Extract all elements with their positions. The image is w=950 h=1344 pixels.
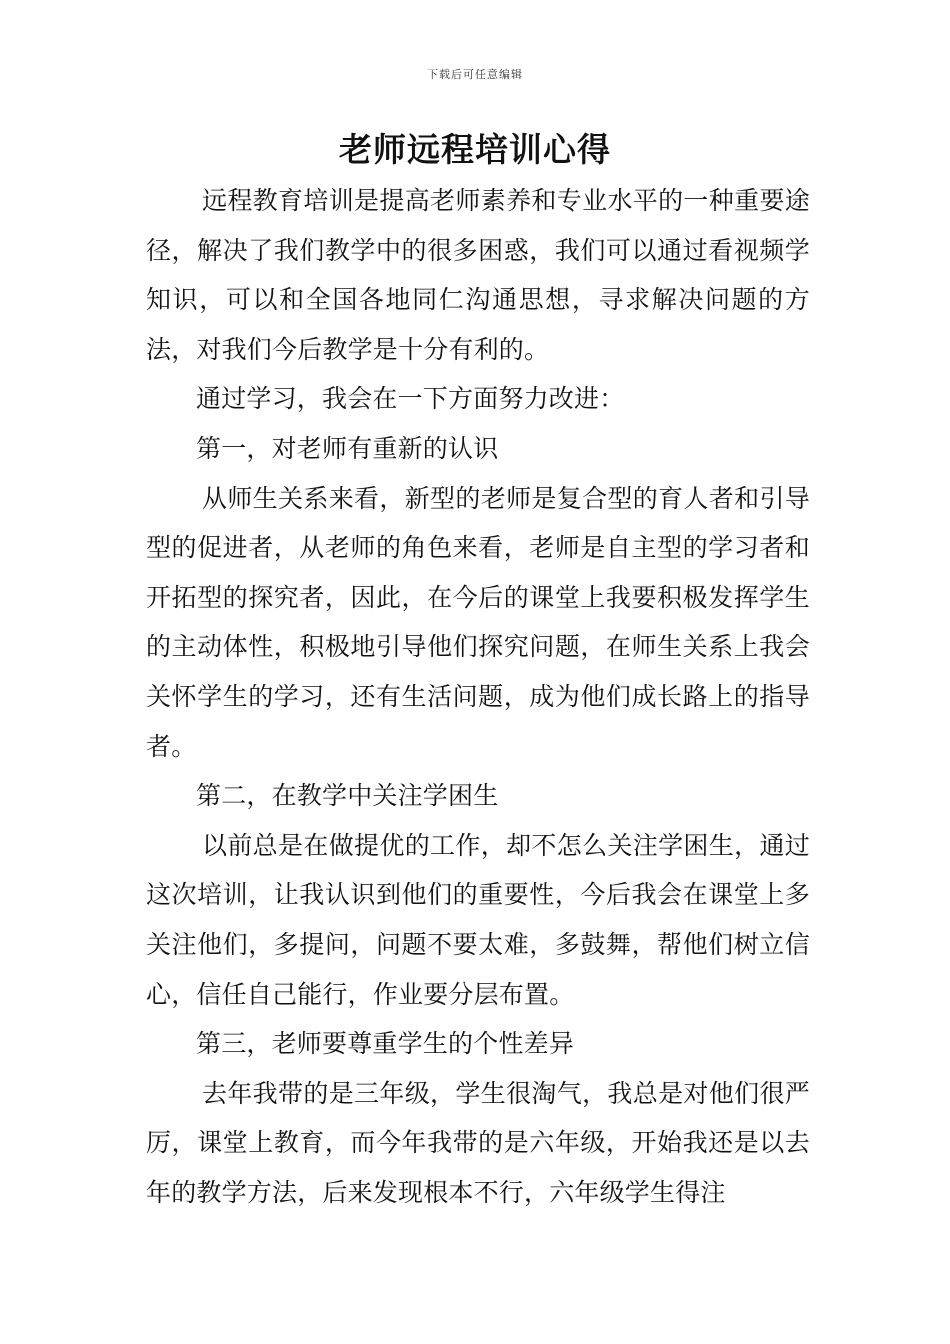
document-title: 老师远程培训心得 bbox=[339, 130, 611, 169]
document-body bbox=[146, 176, 810, 1217]
paragraph-improvements-lead: 通过学习，我会在一下方面努力改进： bbox=[196, 384, 625, 414]
section-heading-first: 第一，对老师有重新的认识 bbox=[196, 433, 499, 463]
paragraph-third: 去年我带的是三年级，学生很淘气，我总是对他们很严厉，课堂上教育，而今年我带的是六年级，开始我还是以去年的教学方法，后来发现根本不行，六年级学生得注 bbox=[146, 1078, 810, 1207]
section-heading-third: 第三，老师要尊重学生的个性差异 bbox=[196, 1029, 575, 1059]
section-heading-second: 第二，在教学中关注学困生 bbox=[196, 781, 499, 811]
paragraph-second: 以前总是在做提优的工作，却不怎么关注学困生，通过这次培训，让我认识到他们的重要性，今后我会在课堂上多关注他们，多提问，问题不要太难，多鼓舞，帮他们树立信心，信任自己能行，作业要分层布置。 bbox=[146, 830, 810, 1009]
paragraph-first: 从师生关系来看，新型的老师是复合型的育人者和引导型的促进者，从老师的角色来看，老师是自主型的学习者和开拓型的探究者，因此，在今后的课堂上我要积极发挥学生的主动体性，积极地引导他们探究问题，在师生关系上我会关怀学生的学习，还有生活问题，成为他们成长路上的指导者。 bbox=[146, 483, 810, 761]
paragraph-intro: 远程教育培训是提高老师素养和专业水平的一种重要途径，解决了我们教学中的很多困惑，我们可以通过看视频学知识，可以和全国各地同仁沟通思想，寻求解决问题的方法，对我们今后教学是十分有利的。 bbox=[146, 186, 810, 364]
header-note: 下载后可任意编辑 bbox=[427, 68, 523, 81]
